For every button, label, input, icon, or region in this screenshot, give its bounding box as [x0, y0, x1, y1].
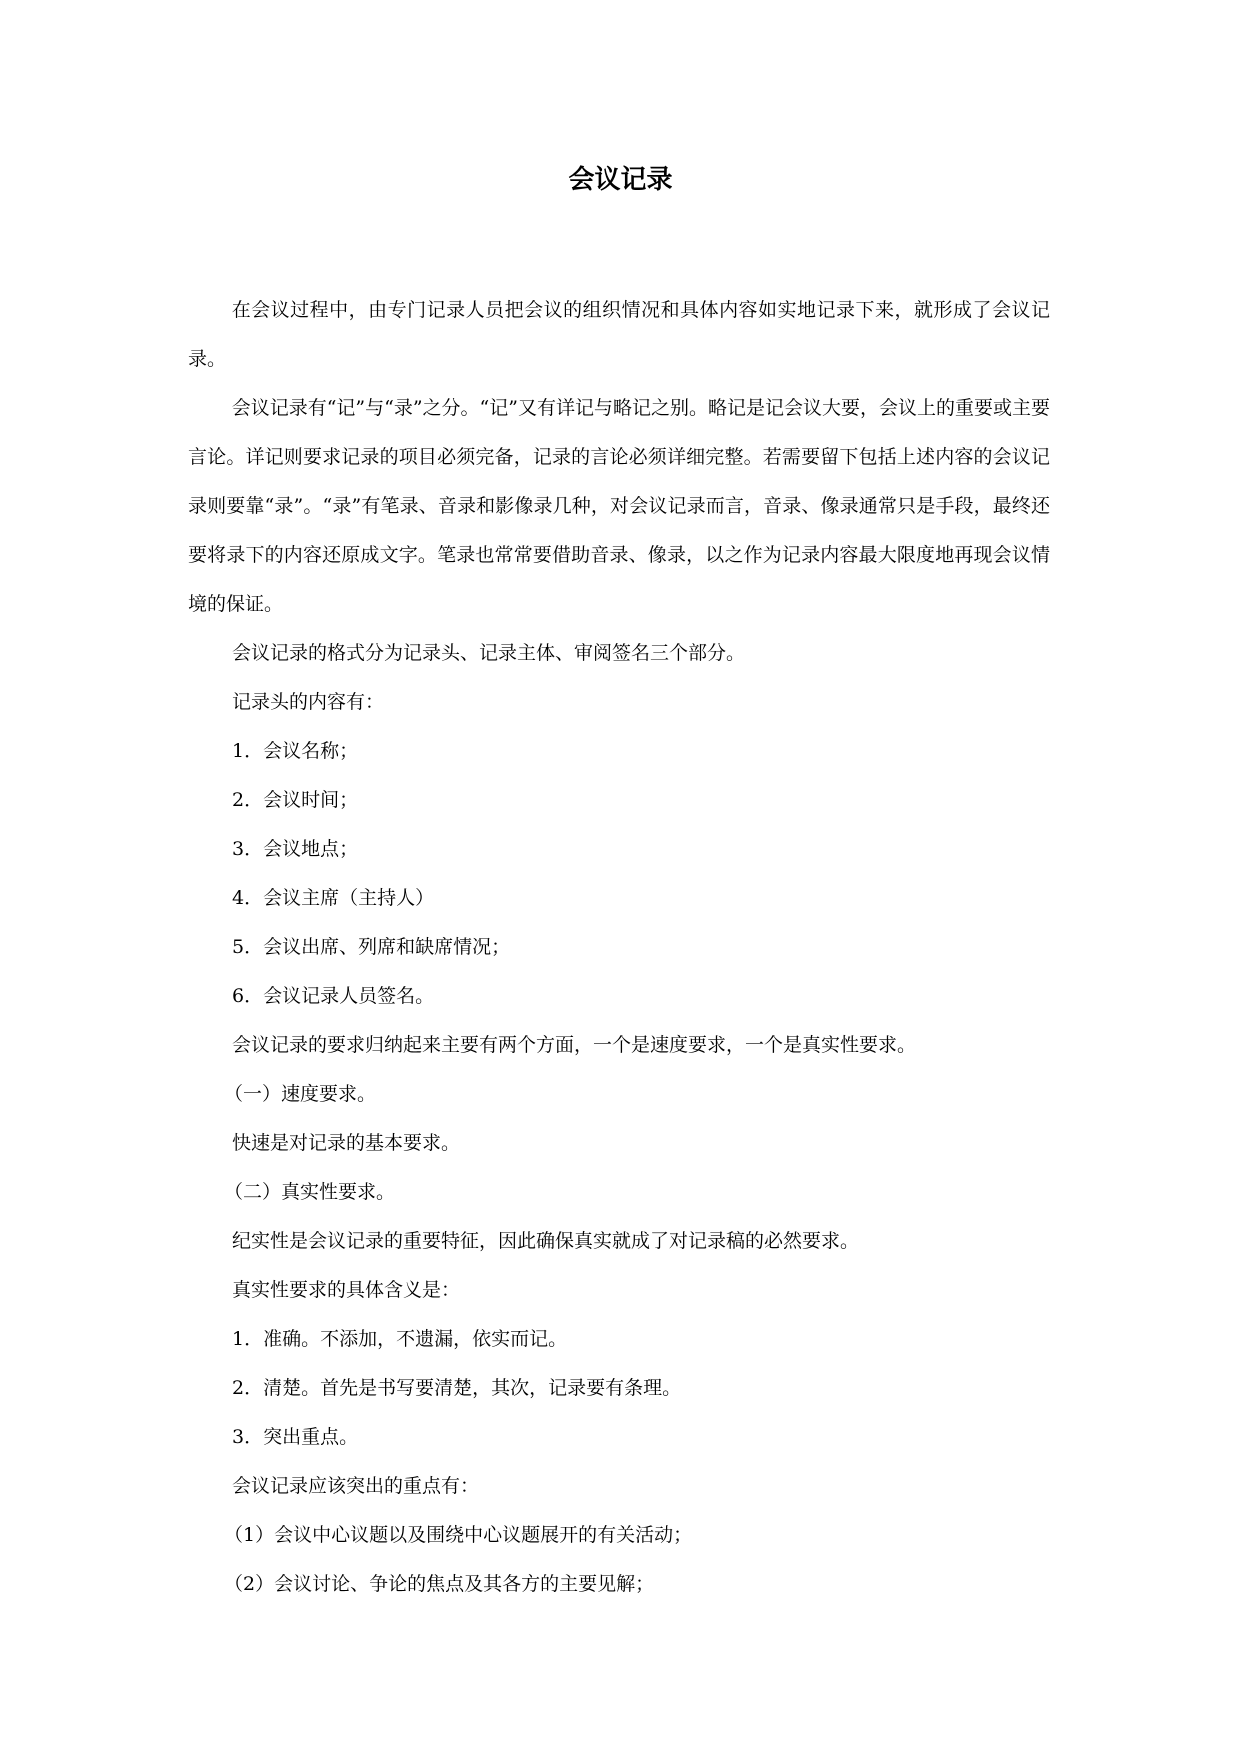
- line-speed-requirement: 快速是对记录的基本要求。: [232, 1132, 461, 1154]
- list-item-meeting-name: 1．会议名称；: [232, 740, 359, 762]
- list-item-central-topic: （1）会议中心议题以及围绕中心议题展开的有关活动；: [224, 1524, 693, 1546]
- list-item-meeting-chair: 4．会议主席（主持人）: [232, 887, 435, 909]
- list-item-clear: 2．清楚。首先是书写要清楚，其次，记录要有条理。: [232, 1377, 682, 1399]
- line-truthfulness-feature: 纪实性是会议记录的重要特征，因此确保真实就成了对记录稿的必然要求。: [232, 1230, 860, 1252]
- list-item-meeting-place: 3．会议地点；: [232, 838, 359, 860]
- paragraph-record-types: 会议记录有“记”与“录”之分。“记”又有详记与略记之别。略记是记会议大要，会议上的重要或主要言论。详记则要求记录的项目必须完备，记录的言论必须详细完整。若需要留下包括上述内容的会议记录则要靠“录”。“录”有笔录、音录和影像录几种，对会议记录而言，音录、像录通常只是手段，最终还要将录下的内容还原成文字。笔录也常常要借助音录、像录，以之作为记录内容最大限度地再现会议情境的保证。: [188, 397, 1050, 615]
- list-item-recorder-signature: 6．会议记录人员签名。: [232, 985, 435, 1007]
- line-format-parts: 会议记录的格式分为记录头、记录主体、审阅签名三个部分。: [232, 642, 746, 664]
- list-item-meeting-time: 2．会议时间；: [232, 789, 359, 811]
- paragraph-definition: 在会议过程中，由专门记录人员把会议的组织情况和具体内容如实地记录下来，就形成了会议记录。: [188, 299, 1050, 370]
- line-header-contents: 记录头的内容有：: [232, 691, 385, 713]
- list-item-highlight: 3．突出重点。: [232, 1426, 359, 1448]
- line-requirements-summary: 会议记录的要求归纳起来主要有两个方面，一个是速度要求，一个是真实性要求。: [232, 1034, 917, 1056]
- line-key-points-intro: 会议记录应该突出的重点有：: [232, 1475, 480, 1497]
- line-truthfulness-meaning: 真实性要求的具体含义是：: [232, 1279, 461, 1301]
- section-heading-speed: （一）速度要求。: [224, 1083, 377, 1105]
- list-item-attendance: 5．会议出席、列席和缺席情况；: [232, 936, 511, 958]
- list-item-accurate: 1．准确。不添加，不遗漏，依实而记。: [232, 1328, 568, 1350]
- document-title: 会议记录: [568, 165, 673, 195]
- section-heading-truthfulness: （二）真实性要求。: [224, 1181, 396, 1203]
- list-item-discussion-focus: （2）会议讨论、争论的焦点及其各方的主要见解；: [224, 1573, 655, 1595]
- document-body: [188, 286, 1050, 1609]
